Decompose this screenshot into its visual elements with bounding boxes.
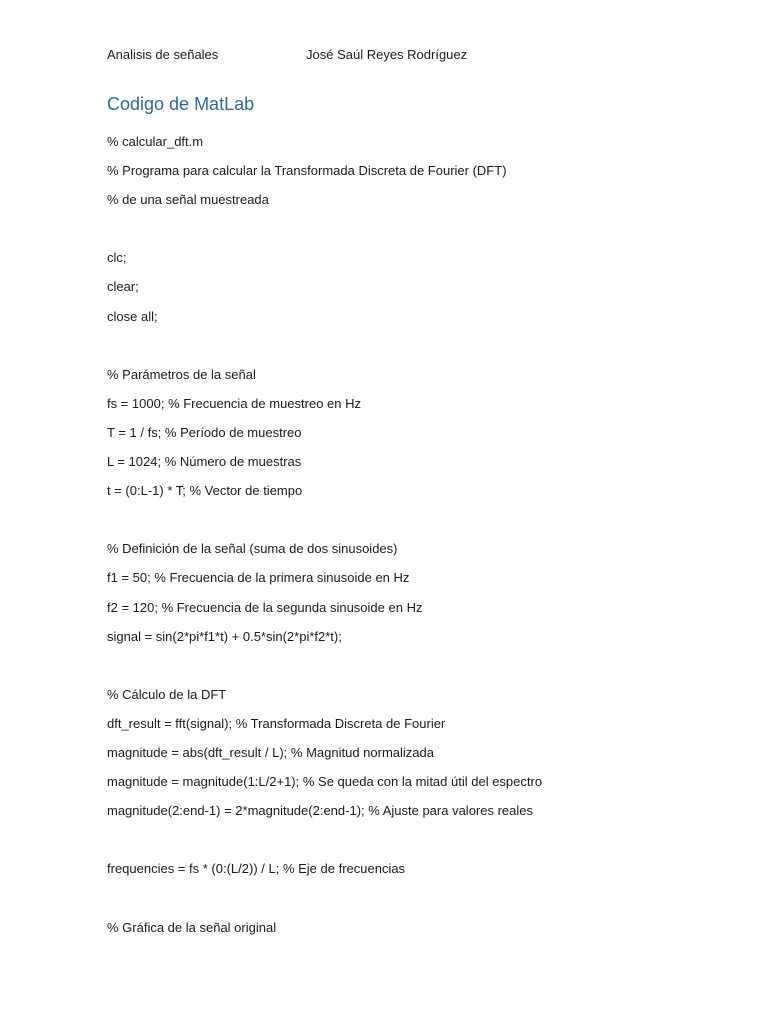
code-line: % calcular_dft.m (107, 134, 204, 149)
code-line: clear; (107, 279, 139, 295)
course-name: Analisis de señales (107, 47, 219, 62)
blank-line (107, 883, 727, 912)
code-line: f2 = 120; % Frecuencia de la segunda sinusoide en Hz (107, 599, 423, 615)
code-line: signal = sin(2*pi*f1*t) + 0.5*sin(2*pi*f2*t); (107, 628, 342, 644)
code-line: frequencies = fs * (0:(L/2)) / L; % Eje de frecuencias (107, 861, 406, 877)
code-line: % Definición de la señal (suma de dos sinusoides) (107, 541, 398, 557)
code-line: magnitude = magnitude(1:L/2+1); % Se queda con la mitad útil del espectro (107, 774, 543, 790)
author-name: José Saúl Reyes Rodríguez (306, 47, 468, 62)
code-line: magnitude = abs(dft_result / L); % Magnitud normalizada (107, 744, 434, 760)
code-line: clc; (107, 250, 127, 266)
code-line: % Parámetros de la señal (107, 366, 256, 382)
blank-line (107, 331, 727, 360)
blank-line (107, 505, 727, 534)
code-line: % Programa para calcular la Transformada Discreta de Fourier (DFT) (107, 163, 507, 179)
code-line: L = 1024; % Número de muestras (107, 454, 302, 470)
code-line: magnitude(2:end-1) = 2*magnitude(2:end-1); % Ajuste para valores reales (107, 803, 533, 819)
code-line: close all; (107, 308, 158, 324)
blank-line (107, 651, 727, 680)
code-line: fs = 1000; % Frecuencia de muestreo en Hz (107, 395, 361, 411)
code-line: dft_result = fft(signal); % Transformada Discreta de Fourier (107, 715, 446, 731)
code-listing (107, 127, 727, 942)
code-line: T = 1 / fs; % Período de muestreo (107, 424, 302, 440)
blank-line (107, 825, 727, 854)
code-line: t = (0:L-1) * T; % Vector de tiempo (107, 483, 303, 499)
section-heading: Codigo de MatLab (107, 94, 255, 114)
code-line: f1 = 50; % Frecuencia de la primera sinusoide en Hz (107, 570, 410, 586)
blank-line (107, 214, 727, 243)
code-line: % Gráfica de la señal original (107, 919, 277, 935)
code-line: % Cálculo de la DFT (107, 686, 227, 702)
code-line: % de una señal muestreada (107, 192, 269, 208)
